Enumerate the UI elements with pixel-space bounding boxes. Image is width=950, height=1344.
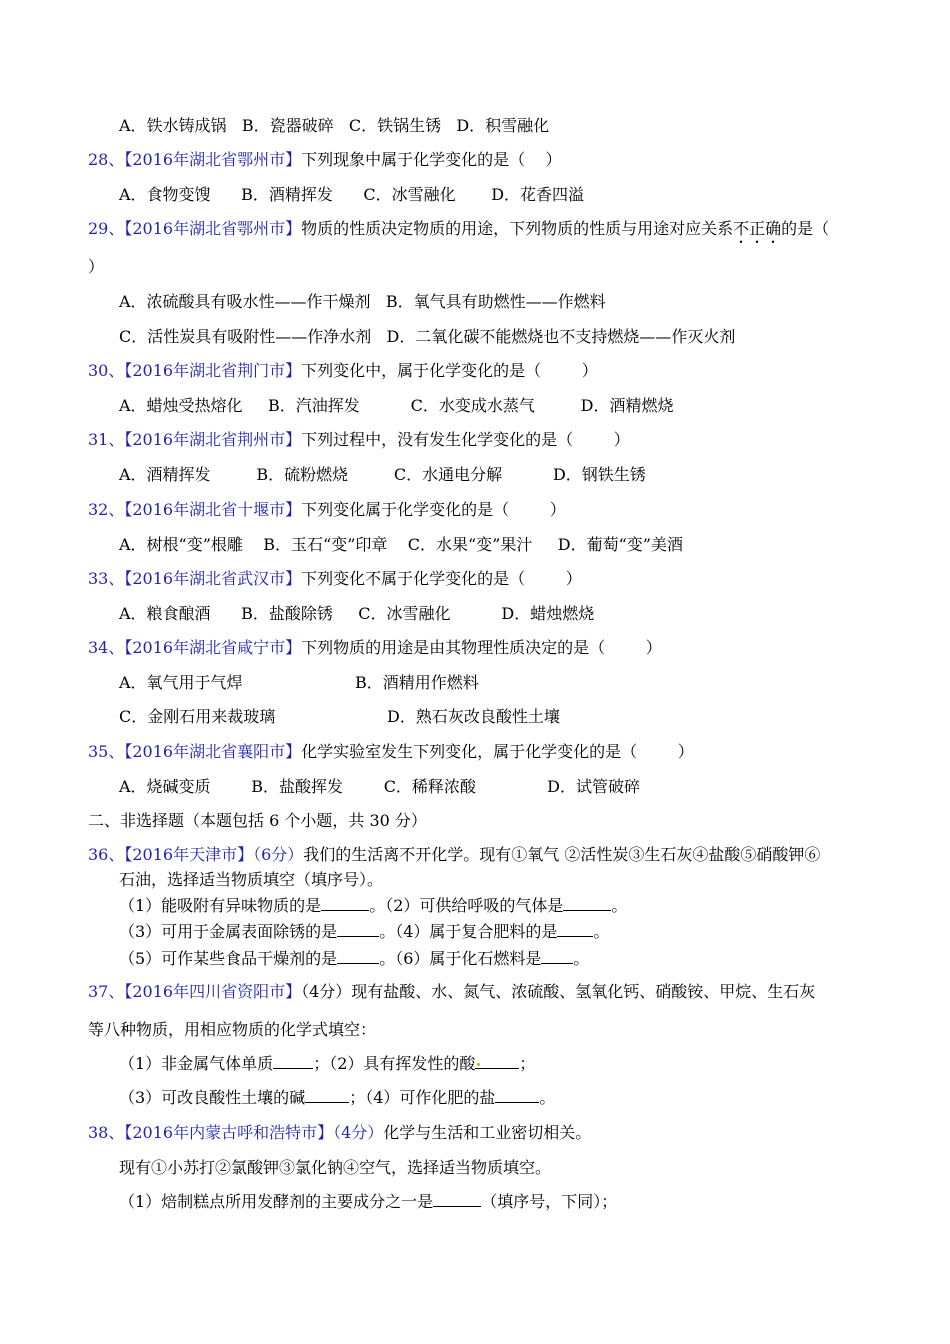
section-heading: 二、非选择题（本题包括 6 个小题，共 30 分）	[88, 811, 427, 830]
question-stem: 化学与生活和工业密切相关。	[383, 1123, 592, 1142]
subq-text: （1）焙制糕点所用发酵剂的主要成分之一是	[119, 1192, 434, 1211]
q37-stem-2: 等八种物质，用相应物质的化学式填空：	[88, 1020, 377, 1039]
answer-blank[interactable]	[337, 949, 379, 964]
question-source: 【2016年四川省资阳市】	[124, 982, 302, 1001]
subq-text: 。（4）属于复合肥料的是	[379, 922, 558, 941]
q34-option-c: C．金刚石用来裁玻璃	[119, 707, 276, 726]
subq-text: ；（2）具有挥发性的酸	[313, 1054, 476, 1073]
subq-text: （1）非金属气体单质	[119, 1054, 274, 1073]
question-number: 30、	[88, 361, 125, 380]
q35-options: A．烧碱变质 B．盐酸挥发 C．稀释浓酸 D．试管破碎	[119, 777, 640, 796]
answer-blank[interactable]	[337, 922, 379, 937]
question-28	[88, 150, 561, 170]
stray-mark	[477, 1063, 480, 1066]
subq-text: （填序号，下同）；	[481, 1192, 618, 1211]
question-31	[88, 430, 630, 450]
question-32	[88, 500, 566, 520]
question-number: 35、	[88, 742, 125, 761]
question-stem: （4分）现有盐酸、水、氮气、浓硫酸、氢氧化钙、硝酸铵、甲烷、生石灰	[301, 982, 816, 1001]
question-source: 【2016年湖北省鄂州市】	[124, 150, 302, 169]
question-source: 【2016年湖北省十堰市】	[124, 500, 302, 519]
q36-subq-row-2	[119, 922, 609, 942]
answer-blank[interactable]	[305, 1088, 349, 1103]
question-29	[88, 219, 829, 247]
question-source: 【2016年湖北省武汉市】	[124, 569, 302, 588]
question-stem-end: 的是（	[781, 219, 830, 238]
question-number: 38、	[88, 1123, 125, 1142]
question-source: 【2016年湖北省荆门市】	[124, 361, 302, 380]
subq-text: ；（4）可作化肥的盐	[349, 1088, 496, 1107]
question-stem: 我们的生活离不开化学。现有①氧气 ②活性炭③生石灰④盐酸⑤硝酸钾⑥	[303, 845, 821, 864]
q38-subq-row-1	[119, 1192, 617, 1212]
subq-text: 。	[573, 949, 590, 968]
answer-blank[interactable]	[475, 1054, 519, 1069]
question-34	[88, 638, 662, 658]
q32-options: A．树根“变”根雕 B．玉石“变”印章 C．水果“变”果汁 D．葡萄“变”美酒	[119, 535, 683, 554]
q38-stem-2: 现有①小苏打②氯酸钾③氯化钠④空气，选择适当物质填空。	[119, 1158, 552, 1177]
question-35	[88, 742, 694, 762]
subq-text: 。（2）可供给呼吸的气体是	[369, 896, 564, 915]
q33-options: A．粮食酿酒 B．盐酸除锈 C．冰雪融化 D．蜡烛燃烧	[119, 604, 595, 623]
q36-subq-row-1	[119, 896, 627, 916]
q27-options: A．铁水铸成锅 B．瓷器破碎 C．铁锅生锈 D．积雪融化	[119, 116, 550, 135]
answer-blank[interactable]	[433, 1192, 481, 1207]
question-stem: 下列变化不属于化学变化的是（ ）	[301, 569, 582, 588]
subq-text: 。	[611, 896, 628, 915]
question-source: 【2016年内蒙古呼和浩特市】（4分）	[124, 1123, 384, 1142]
question-number: 28、	[88, 150, 125, 169]
question-stem: 下列现象中属于化学变化的是（ ）	[301, 150, 562, 169]
q36-stem-2: 石油，选择适当物质填空（填序号）。	[119, 870, 384, 889]
question-source: 【2016年湖北省荆州市】	[124, 430, 302, 449]
q37-subq-row-2	[119, 1088, 555, 1108]
question-stem: 物质的性质决定物质的用途，下列物质的性质与用途对应关系	[301, 219, 734, 238]
question-37	[88, 982, 815, 1002]
subq-text: 。	[539, 1088, 556, 1107]
subq-text: 。	[593, 922, 610, 941]
question-stem: 下列物质的用途是由其物理性质决定的是（ ）	[301, 638, 662, 657]
question-number: 36、	[88, 845, 125, 864]
answer-blank[interactable]	[321, 896, 369, 911]
question-33	[88, 569, 582, 589]
question-stem: 化学实验室发生下列变化，属于化学变化的是（ ）	[301, 742, 694, 761]
question-30	[88, 361, 598, 381]
question-stem: 下列变化属于化学变化的是（ ）	[301, 500, 566, 519]
answer-blank[interactable]	[495, 1088, 539, 1103]
q29-stem-close: ）	[88, 257, 105, 276]
question-number: 37、	[88, 982, 125, 1001]
subq-text: 。（6）属于化石燃料是	[379, 949, 542, 968]
q34-option-d: D．熟石灰改良酸性土壤	[387, 707, 560, 726]
subq-text: ；	[519, 1054, 536, 1073]
question-number: 34、	[88, 638, 125, 657]
q28-options: A．食物变馊 B．酒精挥发 C．冰雪融化 D．花香四溢	[119, 185, 585, 204]
q34-option-a: A．氧气用于气焊	[119, 673, 243, 692]
q36-subq-row-3	[119, 949, 589, 969]
question-number: 29、	[88, 219, 125, 238]
answer-blank[interactable]	[273, 1054, 313, 1069]
q29-options-2: C．活性炭具有吸附性——作净水剂 D．二氧化碳不能燃烧也不支持燃烧——作灭火剂	[119, 327, 736, 346]
subq-text: （5）可作某些食品干燥剂的是	[119, 949, 338, 968]
answer-blank[interactable]	[557, 922, 593, 937]
question-stem: 下列过程中，没有发生化学变化的是（ ）	[301, 430, 630, 449]
question-source: 【2016年湖北省咸宁市】	[124, 638, 302, 657]
q30-options: A．蜡烛受热熔化 B．汽油挥发 C．水变成水蒸气 D．酒精燃烧	[119, 396, 674, 415]
answer-blank[interactable]	[563, 896, 611, 911]
question-stem: 下列变化中，属于化学变化的是（ ）	[301, 361, 598, 380]
subq-text: （3）可改良酸性土壤的碱	[119, 1088, 306, 1107]
emphasis-text: 不正确	[733, 219, 782, 238]
q34-option-b: B．酒精用作燃料	[355, 673, 479, 692]
question-number: 31、	[88, 430, 125, 449]
question-38	[88, 1123, 591, 1143]
question-number: 33、	[88, 569, 125, 588]
question-source: 【2016年湖北省鄂州市】	[124, 219, 302, 238]
question-number: 32、	[88, 500, 125, 519]
question-source: 【2016年湖北省襄阳市】	[124, 742, 302, 761]
q31-options: A．酒精挥发 B．硫粉燃烧 C．水通电分解 D．钢铁生锈	[119, 465, 646, 484]
question-source: 【2016年天津市】（6分）	[124, 845, 304, 864]
question-36	[88, 845, 820, 865]
subq-text: （1）能吸附有异味物质的是	[119, 896, 322, 915]
q37-subq-row-1	[119, 1054, 535, 1074]
answer-blank[interactable]	[541, 949, 573, 964]
subq-text: （3）可用于金属表面除锈的是	[119, 922, 338, 941]
q29-options-1: A．浓硫酸具有吸水性——作干燥剂 B．氧气具有助燃性——作燃料	[119, 292, 606, 311]
